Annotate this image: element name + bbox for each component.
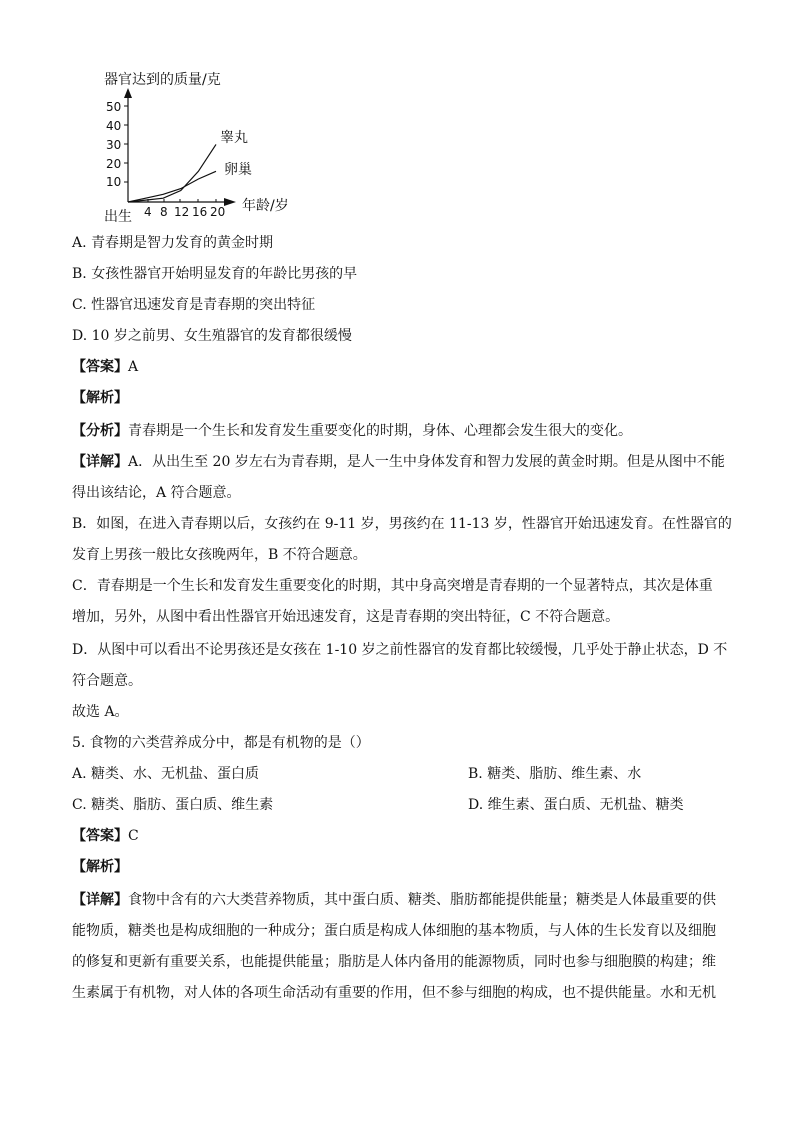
series-line-testis <box>128 144 216 202</box>
y-tick-label: 40 <box>106 119 122 133</box>
q5-stem: 5. 食物的六类营养成分中，都是有机物的是（） <box>72 735 370 751</box>
y-tick-label: 50 <box>106 100 122 114</box>
chart-origin-label: 出生 <box>104 209 132 225</box>
chart-x-axis-arrow <box>224 198 236 206</box>
q5-option-b: B. 糖类、脂肪、维生素、水 <box>468 766 642 782</box>
series-line-ovary <box>128 171 216 202</box>
q5-options-row-2 <box>72 796 684 814</box>
x-tick-label: 12 <box>174 205 190 219</box>
q4-detail-line: C．青春期是一个生长和发育发生重要变化的时期，其中身高突增是青春期的一个显著特点，其次是体重 <box>72 578 713 594</box>
chart-x-title: 年龄/岁 <box>242 198 289 214</box>
detail-tag: 【详解】 <box>72 454 128 470</box>
chart-y-title: 器官达到的质量/克 <box>104 72 221 88</box>
y-tick-label: 30 <box>106 138 122 152</box>
q4-option-d: D. 10 岁之前男、女生殖器官的发育都很缓慢 <box>72 328 352 344</box>
q5-option-c: C. 糖类、脂肪、蛋白质、维生素 <box>72 797 274 813</box>
analysis-tag: 【解析】 <box>72 390 128 406</box>
answer-tag: 【答案】 <box>72 828 128 844</box>
q5-detail-line: 生素属于有机物，对人体的各项生命活动有重要的作用，但不参与细胞的构成，也不提供能量。水和无机 <box>72 985 716 1001</box>
detail-text: 食物中含有的六大类营养物质，其中蛋白质、糖类、脂肪都能提供能量；糖类是人体最重要的供 <box>128 892 716 908</box>
answer-value: C <box>128 828 139 844</box>
q4-option-c: C. 性器官迅速发育是青春期的突出特征 <box>72 297 316 313</box>
q4-detail-line: 符合题意。 <box>72 673 142 689</box>
x-tick-label: 20 <box>210 205 226 219</box>
y-tick-label: 10 <box>106 175 122 189</box>
q4-fenxi <box>72 422 632 440</box>
fenxi-text: 青春期是一个生长和发育发生重要变化的时期，身体、心理都会发生很大的变化。 <box>128 423 632 439</box>
q5-detail-line: 能物质，糖类也是构成细胞的一种成分；蛋白质是构成人体细胞的基本物质，与人体的生长发育以及细胞 <box>72 923 716 939</box>
analysis-tag: 【解析】 <box>72 859 128 875</box>
x-tick-label: 4 <box>144 205 152 219</box>
q4-answer <box>72 358 138 376</box>
q4-analysis-heading <box>72 389 128 407</box>
y-tick-label: 20 <box>106 157 122 171</box>
q4-detail-line: 发育上男孩一般比女孩晚两年，B 不符合题意。 <box>72 547 367 563</box>
chart-svg <box>96 66 316 226</box>
q4-option-b: B. 女孩性器官开始明显发育的年龄比男孩的早 <box>72 266 358 282</box>
q5-detail-line: 的修复和更新有重要关系，也能提供能量；脂肪是人体内备用的能源物质，同时也参与细胞膜的构建；维 <box>72 954 716 970</box>
q4-conclusion: 故选 A。 <box>72 704 129 720</box>
q5-option-d: D. 维生素、蛋白质、无机盐、糖类 <box>468 797 684 813</box>
x-tick-label: 8 <box>160 205 168 219</box>
q5-answer <box>72 827 139 845</box>
organ-growth-chart <box>96 66 316 226</box>
chart-y-axis-arrow <box>124 88 132 98</box>
q5-option-a: A. 糖类、水、无机盐、蛋白质 <box>72 766 260 782</box>
q4-detail-line: 增加，另外，从图中看出性器官开始迅速发育，这是青春期的突出特征，C 不符合题意。 <box>72 609 620 625</box>
answer-value: A <box>128 359 139 375</box>
answer-tag: 【答案】 <box>72 359 128 375</box>
q5-detail-line <box>72 891 716 909</box>
q5-analysis-heading <box>72 858 128 876</box>
detail-text: A．从出生至 20 岁左右为青春期，是人一生中身体发育和智力发展的黄金时期。但是从图中不能 <box>128 454 725 470</box>
series-label-testis: 睾丸 <box>220 130 248 146</box>
q4-detail-line: 得出该结论，A 符合题意。 <box>72 485 241 501</box>
detail-tag: 【详解】 <box>72 892 128 908</box>
q4-option-a: A. 青春期是智力发育的黄金时期 <box>72 235 274 251</box>
q5-options-row-1 <box>72 765 642 783</box>
x-tick-label: 16 <box>192 205 208 219</box>
q4-detail-line: D．从图中可以看出不论男孩还是女孩在 1-10 岁之前性器官的发育都比较缓慢，几乎处于静止状态，D 不 <box>72 642 728 658</box>
fenxi-tag: 【分析】 <box>72 423 128 439</box>
q4-detail-line: B．如图，在进入青春期以后，女孩约在 9-11 岁，男孩约在 11-13 岁，性器官开始迅速发育。在性器官的 <box>72 516 732 532</box>
series-label-ovary: 卵巢 <box>224 162 252 178</box>
q4-detail-line <box>72 453 725 471</box>
